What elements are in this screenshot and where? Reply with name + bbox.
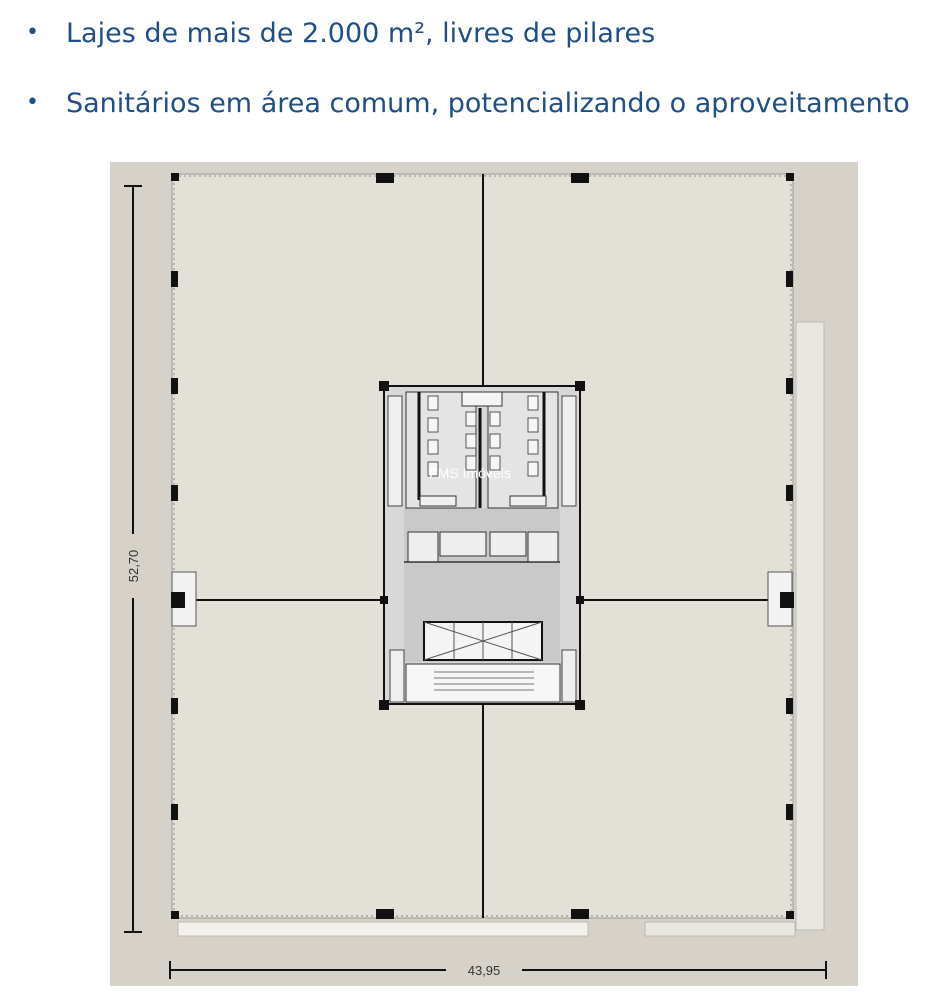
- bullet-icon: •: [26, 90, 39, 115]
- bottom-strip-right: [645, 922, 795, 936]
- feature-text: Sanitários em área comum, potencializando o aproveitamento: [66, 88, 910, 119]
- restroom-right: [488, 392, 558, 508]
- restroom-left: [406, 392, 476, 508]
- bullet-icon: •: [26, 20, 39, 45]
- height-label: 52,70: [126, 549, 141, 583]
- width-label: 43,95: [467, 963, 501, 978]
- terrace-strip: [796, 322, 824, 930]
- feature-text: Lajes de mais de 2.000 m², livres de pilares: [66, 18, 656, 49]
- watermark-text: FMS Imóveis: [429, 465, 511, 481]
- bottom-strip: [178, 922, 588, 936]
- stairs: [406, 664, 560, 702]
- service-core: [384, 386, 580, 704]
